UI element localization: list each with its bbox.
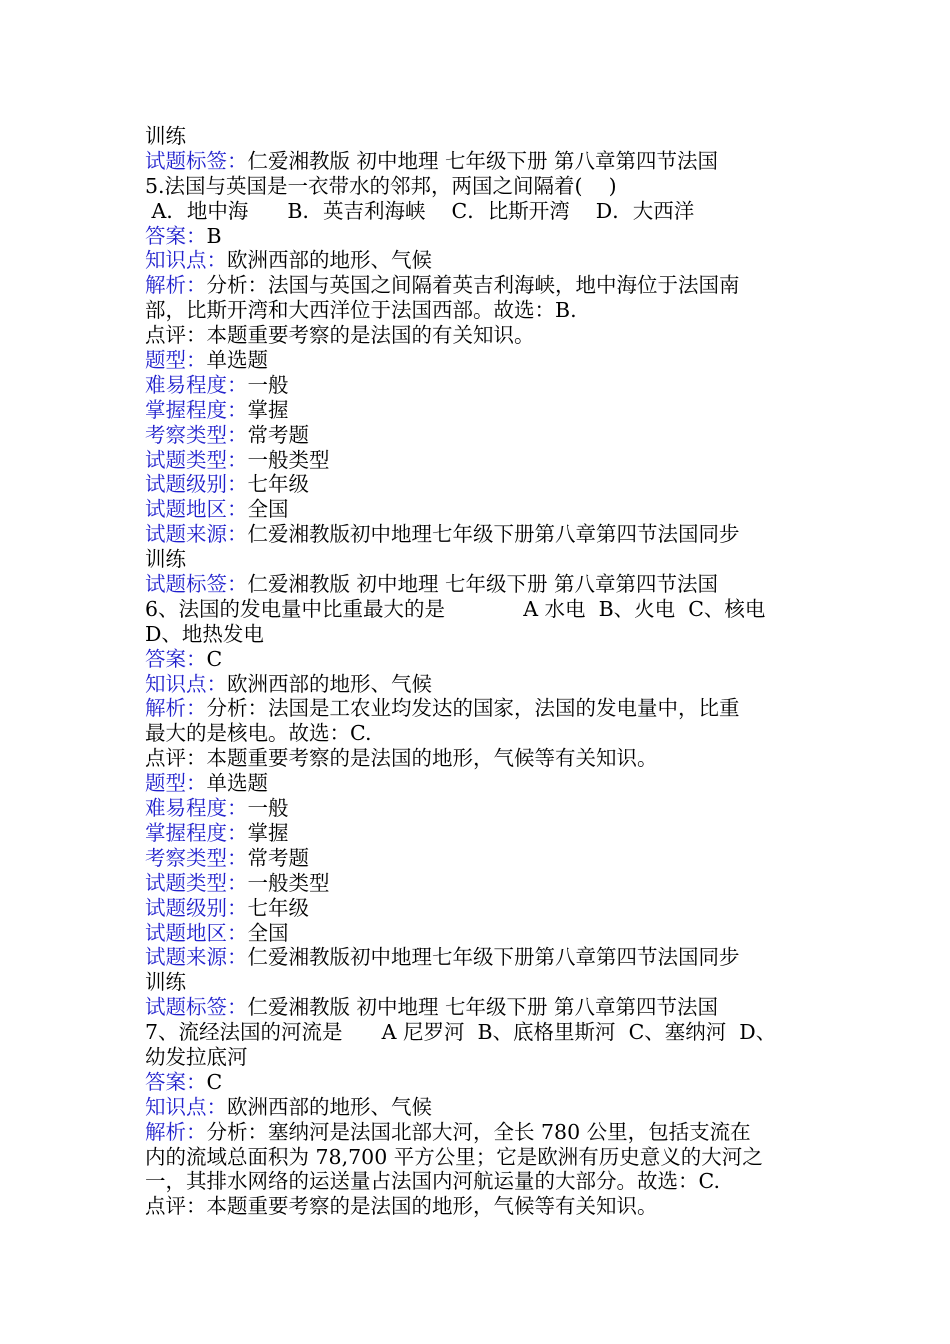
text-line: [145, 945, 810, 970]
field-label: 试题标签：: [145, 995, 248, 1020]
field-label: 试题类型：: [145, 870, 248, 895]
field-value: 单选题: [206, 771, 268, 796]
text-line: [145, 995, 810, 1020]
field-label: 难易程度：: [145, 796, 248, 821]
field-value: 仁爱湘教版 初中地理 七年级下册 第八章第四节法国: [247, 995, 719, 1020]
field-value: 单选题: [206, 348, 268, 373]
text-line: [145, 746, 810, 771]
field-label: 题型：: [145, 348, 207, 373]
field-value: 内的流域总面积为 78,700 平方公里；它是欧洲有历史意义的大河之: [145, 1144, 763, 1169]
field-value: C: [206, 1069, 223, 1094]
field-label: 答案：: [145, 646, 207, 671]
text-line: [145, 846, 810, 871]
text-line: [145, 696, 810, 721]
field-value: 分析：塞纳河是法国北部大河，全长 780 公里，包括支流在: [206, 1119, 751, 1144]
text-line: [145, 1145, 810, 1170]
field-label: 考察类型：: [145, 845, 248, 870]
field-label: 试题级别：: [145, 472, 248, 497]
document-body: [145, 124, 810, 1219]
field-value: 训练: [145, 124, 186, 148]
text-line: [145, 224, 810, 249]
text-line: [145, 921, 810, 946]
text-line: [145, 572, 810, 597]
field-value: 仁爱湘教版 初中地理 七年级下册 第八章第四节法国: [247, 148, 719, 173]
text-line: [145, 970, 810, 995]
text-line: [145, 423, 810, 448]
field-label: 试题级别：: [145, 895, 248, 920]
text-line: [145, 373, 810, 398]
field-value: 分析：法国是工农业均发达的国家，法国的发电量中，比重: [206, 696, 740, 721]
field-value: 常考题: [247, 422, 309, 447]
text-line: [145, 448, 810, 473]
field-label: 答案：: [145, 223, 207, 248]
field-label: 试题标签：: [145, 572, 248, 597]
text-line: [145, 248, 810, 273]
field-label: 试题来源：: [145, 522, 248, 547]
text-line: [145, 871, 810, 896]
field-value: 掌握: [247, 820, 289, 845]
text-line: [145, 1120, 810, 1145]
field-value: 一般: [247, 372, 289, 397]
field-value: 仁爱湘教版初中地理七年级下册第八章第四节法国同步: [247, 945, 740, 970]
text-line: [145, 547, 810, 572]
text-line: [145, 597, 810, 622]
field-label: 试题标签：: [145, 148, 248, 173]
field-value: 一般类型: [247, 447, 330, 472]
field-value: 一般类型: [247, 870, 330, 895]
field-label: 掌握程度：: [145, 397, 248, 422]
field-label: 知识点：: [145, 671, 227, 696]
field-value: 掌握: [247, 397, 289, 422]
field-value: A．地中海 B．英吉利海峡 C．比斯开湾 D．大西洋: [145, 198, 695, 223]
field-value: 全国: [247, 497, 289, 522]
field-value: B: [206, 223, 222, 248]
field-value: 欧洲西部的地形、气候: [227, 1094, 432, 1119]
text-line: [145, 522, 810, 547]
field-value: 幼发拉底河: [145, 1044, 248, 1069]
field-label: 知识点：: [145, 1094, 227, 1119]
field-label: 掌握程度：: [145, 820, 248, 845]
field-label: 试题地区：: [145, 920, 248, 945]
field-value: 仁爱湘教版初中地理七年级下册第八章第四节法国同步: [247, 522, 740, 547]
text-line: [145, 124, 810, 149]
field-value: 6、法国的发电量中比重最大的是 A 水电 B、火电 C、核电: [145, 596, 766, 621]
text-line: [145, 796, 810, 821]
field-label: 题型：: [145, 771, 207, 796]
text-line: [145, 647, 810, 672]
field-value: 欧洲西部的地形、气候: [227, 248, 432, 273]
field-value: 全国: [247, 920, 289, 945]
field-label: 试题来源：: [145, 945, 248, 970]
field-value: 训练: [145, 547, 186, 572]
field-label: 考察类型：: [145, 422, 248, 447]
field-label: 解析：: [145, 273, 207, 298]
text-line: [145, 821, 810, 846]
field-value: 最大的是核电。故选：C.: [145, 721, 372, 746]
text-line: [145, 896, 810, 921]
field-value: 仁爱湘教版 初中地理 七年级下册 第八章第四节法国: [247, 572, 719, 597]
text-line: [145, 1070, 810, 1095]
text-line: [145, 672, 810, 697]
text-line: [145, 273, 810, 298]
text-line: [145, 398, 810, 423]
field-value: 七年级: [247, 895, 309, 920]
text-line: [145, 771, 810, 796]
field-value: 5.法国与英国是一衣带水的邻邦，两国之间隔着( ): [145, 173, 617, 198]
field-value: 一，其排水网络的运送量占法国内河航运量的大部分。故选：C.: [145, 1169, 720, 1194]
text-line: [145, 497, 810, 522]
field-value: 分析：法国与英国之间隔着英吉利海峡，地中海位于法国南: [206, 273, 740, 298]
field-value: 点评：本题重要考察的是法国的地形，气候等有关知识。: [145, 746, 658, 771]
field-value: D、地热发电: [145, 621, 264, 646]
text-line: [145, 1194, 810, 1219]
text-line: [145, 298, 810, 323]
field-label: 知识点：: [145, 248, 227, 273]
text-line: [145, 199, 810, 224]
field-value: 一般: [247, 796, 289, 821]
text-line: [145, 1020, 810, 1045]
field-value: 点评：本题重要考察的是法国的地形，气候等有关知识。: [145, 1194, 658, 1219]
text-line: [145, 1169, 810, 1194]
field-label: 试题地区：: [145, 497, 248, 522]
field-label: 解析：: [145, 1119, 207, 1144]
field-value: 训练: [145, 970, 186, 995]
field-label: 解析：: [145, 696, 207, 721]
text-line: [145, 323, 810, 348]
text-line: [145, 472, 810, 497]
text-line: [145, 622, 810, 647]
text-line: [145, 1045, 810, 1070]
field-label: 试题类型：: [145, 447, 248, 472]
text-line: [145, 174, 810, 199]
field-value: 部，比斯开湾和大西洋位于法国西部。故选：B.: [145, 298, 577, 323]
text-line: [145, 348, 810, 373]
field-label: 答案：: [145, 1069, 207, 1094]
field-value: C: [206, 646, 223, 671]
field-value: 7、流经法国的河流是 A 尼罗河 B、底格里斯河 C、塞纳河 D、: [145, 1020, 777, 1045]
text-line: [145, 1095, 810, 1120]
text-line: [145, 721, 810, 746]
field-value: 欧洲西部的地形、气候: [227, 671, 432, 696]
field-value: 常考题: [247, 845, 309, 870]
field-label: 难易程度：: [145, 372, 248, 397]
text-line: [145, 149, 810, 174]
field-value: 点评：本题重要考察的是法国的有关知识。: [145, 323, 535, 348]
field-value: 七年级: [247, 472, 309, 497]
